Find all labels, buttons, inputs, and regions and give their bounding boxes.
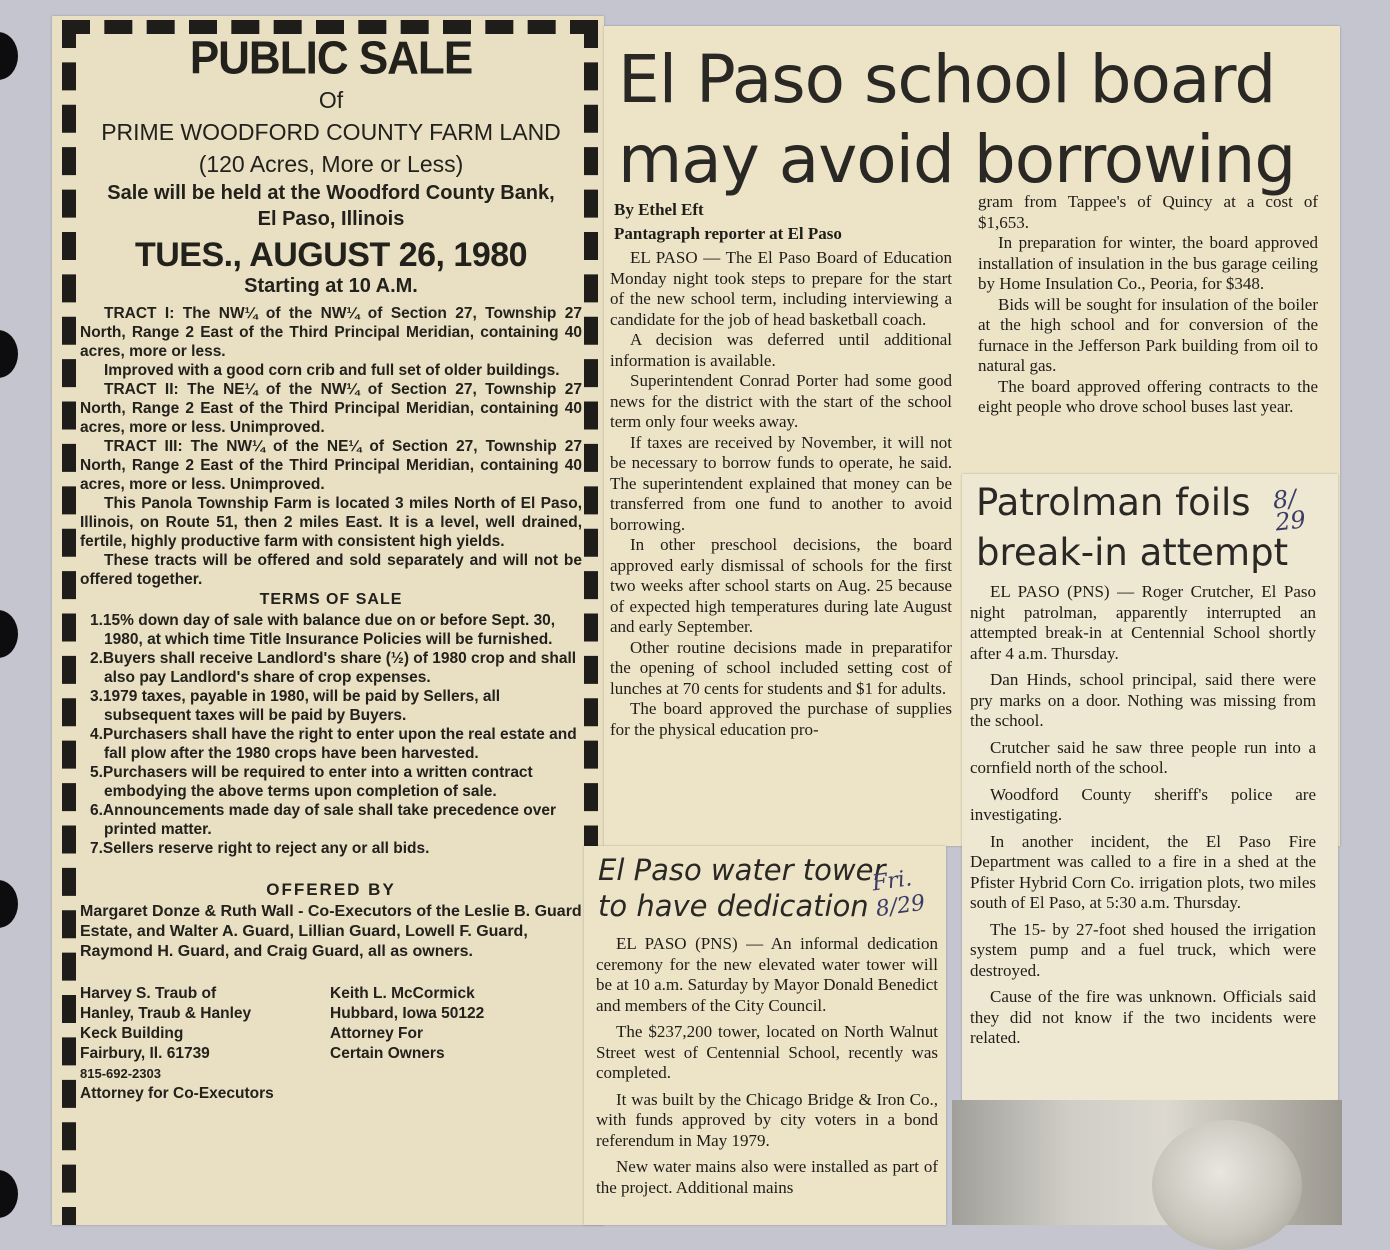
ad-improvements: Improved with a good corn crib and full set of older buildings. [104,362,560,379]
attorney-block [80,984,582,1104]
term-item: 4.Purchasers shall have the right to enter upon the real estate and fall plow after the 1980 crops have been harvested. [90,726,577,762]
article-paragraph: New water mains also were installed as part of the project. Additional mains [596,1157,938,1197]
handwritten-date-note [1271,484,1308,537]
article-column-2 [978,192,1318,418]
ad-location-1: Sale will be held at the Woodford County Bank, [107,182,555,204]
ad-tract-1: TRACT I: The NW¼ of the NW¼ of Section 27, Township 27 North, Range 2 East of the Third Principal Meridian, containing 40 acres, more or less. [80,305,582,360]
binder-hole [0,1170,18,1218]
headline-line: break-in attempt [976,531,1289,574]
binder-hole [0,32,18,80]
attorney-line: 815-692-2303 [80,1066,161,1081]
school-headline [618,40,1295,200]
ad-title: PUBLIC SALE [189,32,473,85]
headline-line: Patrolman foils [976,481,1251,524]
attorney-line: Hubbard, Iowa 50122 [330,1005,485,1022]
water-tower-body [596,934,938,1204]
attorney-right [330,984,484,1064]
article-paragraph: A decision was deferred until additional information is available. [610,330,952,370]
article-paragraph: Other routine decisions made in preparatifor the opening of school included setting cost of lunches at 70 cents for students and $1 for adults. [610,637,952,698]
attorney-line: Fairbury, Il. 61739 [80,1045,210,1062]
article-paragraph: EL PASO (PNS) — Roger Crutcher, El Paso night patrolman, apparently interrupted an attempted break-in at Centennial School shortly after 4 a.m. Thursday. [970,582,1316,663]
article-paragraph: If taxes are received by November, it will not be necessary to borrow funds to operate, he said. The superintendent explained that money can be transferred from one fund to another to avoid borrowing. [610,432,952,534]
article-paragraph: In another incident, the El Paso Fire Department was called to a fire in a shed at the Pfister Hybrid Corn Co. irrigation plots, two miles south of El Paso, at 5:30 a.m. Thursday. [970,831,1316,912]
ad-tract-3: TRACT III: The NW¼ of the NE¼ of Section 27, Township 27 North, Range 2 East of the Third Principal Meridian, containing 40 acres, more or less. Unimproved. [80,438,582,493]
note-line: 8/29 [874,890,927,923]
article-paragraph: The board approved the purchase of supplies for the physical education pro- [610,699,952,739]
article-paragraph: The 15- by 27-foot shed housed the irrigation system pump and a fuel truck, which were destroyed. [970,919,1316,980]
ad-location-2: El Paso, Illinois [257,208,405,230]
byline-role: Pantagraph reporter at El Paso [614,224,842,243]
water-tower-article [584,846,946,1225]
article-paragraph: Superintendent Conrad Porter had some good news for the district with the start of the school term only four weeks away. [610,371,952,431]
ad-sale-date: TUES., AUGUST 26, 1980 [134,236,528,274]
binder-hole [0,610,18,658]
headline-line: El Paso school board [618,41,1276,118]
ad-subtitle: PRIME WOODFORD COUNTY FARM LAND [101,119,561,145]
byline [614,198,842,246]
newspaper-photo-fragment [952,1100,1342,1225]
attorney-left [80,984,274,1104]
term-item: 1.15% down day of sale with balance due on or before Sept. 30, 1980, at which time Title Insurance Policies will be furnished. [90,612,556,648]
headline-line: to have dedication [598,889,869,923]
attorney-line: Hanley, Traub & Hanley [80,1005,252,1022]
article-paragraph: In other preschool decisions, the board approved early dismissal of schools for the first two weeks after school starts on Aug. 25 because of expected high temperatures during late August and early September. [610,535,952,636]
ad-start-time: Starting at 10 A.M. [244,275,418,297]
attorney-line: Attorney For [330,1025,423,1042]
water-tower-headline [598,852,885,924]
note-line: 29 [1273,505,1308,537]
ad-acres: (120 Acres, More or Less) [198,151,464,177]
ad-tract-2: TRACT II: The NE¼ of the NW¼ of Section 27, Township 27 North, Range 2 East of the Third Principal Meridian, containing 40 acres, more or less. Unimproved. [80,381,582,436]
patrolman-body [970,582,1316,1055]
term-item: 7.Sellers reserve right to reject any or all bids. [90,840,430,857]
term-item: 3.1979 taxes, payable in 1980, will be paid by Sellers, all subsequent taxes will be paid by Buyers. [90,688,501,724]
attorney-line: Harvey S. Traub of [80,985,217,1002]
ad-of: Of [318,87,344,113]
attorney-line: Keck Building [80,1025,184,1042]
patrolman-headline [976,478,1288,578]
article-paragraph: EL PASO (PNS) — An informal dedication ceremony for the new elevated water tower will be at 10 a.m. Saturday by Mayor Donald Benedict and members of the City Council. [596,934,938,1015]
article-paragraph: Cause of the fire was unknown. Officials said they did not know if the two incidents were related. [970,987,1316,1047]
article-column-1 [610,248,952,740]
article-paragraph: Bids will be sought for insulation of the boiler at the high school and for conversion of the furnace in the Jefferson Park building from oil to natural gas. [978,294,1318,375]
headline-line: may avoid borrowing [618,121,1296,198]
article-paragraph: The board approved offering contracts to the eight people who drove school buses last year. [978,376,1318,416]
terms-list [90,611,582,858]
term-item: 6.Announcements made day of sale shall take precedence over printed matter. [90,802,557,838]
term-item: 5.Purchasers will be required to enter into a written contract embodying the above terms upon completion of sale. [90,764,533,800]
headline-line: El Paso water tower [598,853,886,887]
article-paragraph: EL PASO — The El Paso Board of Education Monday night took steps to prepare for the start of the new school term, including interviewing a candidate for the job of head basketball coach. [610,248,952,329]
article-paragraph: It was built by the Chicago Bridge & Iron Co., with funds approved by city voters in a bond referendum in May 1979. [596,1089,938,1150]
article-paragraph: gram from Tappee's of Quincy at a cost of $1,653. [978,192,1318,232]
article-paragraph: In preparation for winter, the board approved installation of insulation in the bus garage ceiling by Home Insulation Co., Peoria, for $348. [978,233,1318,293]
handwritten-date-note [871,865,927,923]
offered-by-text: Margaret Donze & Ruth Wall - Co-Executors of the Leslie B. Guard Estate, and Walter A. Guard, Lillian Guard, Lowell F. Guard, Raymond H. Guard, and Craig Guard, all as owners. [80,903,582,960]
binder-hole [0,330,18,378]
note-line: 8/ [1271,484,1298,515]
byline-author: By Ethel Eft [614,200,704,219]
ad-farm-location: This Panola Township Farm is located 3 miles North of El Paso, Illinois, on Route 51, then 2 miles East. It is a level, well drained, fertile, highly productive farm with consistent high yields. [80,495,582,550]
terms-heading: TERMS OF SALE [259,591,403,608]
note-line: Fri. [870,866,914,897]
attorney-line: Keith L. McCormick [330,985,475,1002]
article-paragraph: Woodford County sheriff's police are investigating. [970,784,1316,824]
offered-by-heading: OFFERED BY [266,880,396,899]
public-sale-ad [52,16,604,1225]
term-item: 2.Buyers shall receive Landlord's share (½) of 1980 crop and shall also pay Landlord's share of crop expenses. [90,650,577,686]
binder-hole [0,880,18,928]
patrolman-article [962,474,1338,1114]
attorney-line: Certain Owners [330,1045,445,1062]
ad-separate-sale: These tracts will be offered and sold separately and will not be offered together. [80,552,582,588]
article-paragraph: Crutcher said he saw three people run into a cornfield north of the school. [970,737,1316,777]
article-paragraph: The $237,200 tower, located on North Walnut Street west of Centennial School, recently was completed. [596,1022,938,1082]
photo-subject [1152,1120,1302,1250]
article-paragraph: Dan Hinds, school principal, said there were pry marks on a door. Nothing was missing from the school. [970,670,1316,730]
attorney-line: Attorney for Co-Executors [80,1085,274,1102]
